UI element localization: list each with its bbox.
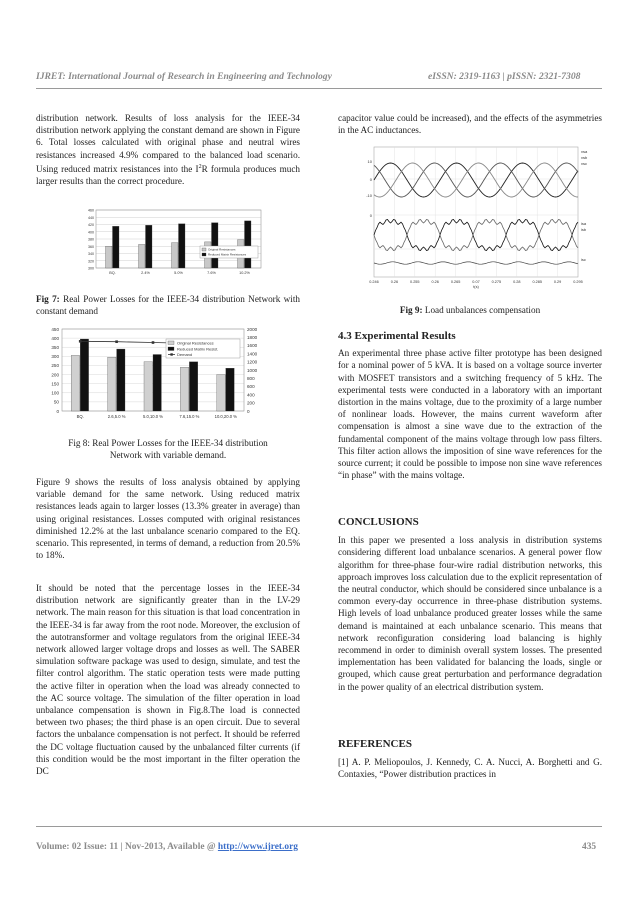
y-tick-label: 320 bbox=[88, 259, 94, 264]
footer-volume-text: Volume: 02 Issue: 11 | Nov-2013, Available @ bbox=[36, 842, 218, 852]
x-tick-label: 0.28 bbox=[513, 280, 521, 284]
x-tick-label: 0.275 bbox=[491, 280, 502, 284]
figure-8-chart bbox=[38, 325, 270, 425]
x-tick-label: 0.246 bbox=[369, 280, 379, 284]
fig8-caption: Fig 8: Real Power Losses for the IEEE-34 distribution Network with variable demand. bbox=[68, 438, 268, 461]
series-label: vsa bbox=[581, 149, 588, 154]
fig9-label: Fig 9: bbox=[399, 305, 423, 315]
x-tick-label: 5.0,10.0 % bbox=[142, 414, 164, 419]
y-tick-label: 350 bbox=[51, 345, 59, 351]
y2-tick-label: 400 bbox=[247, 392, 255, 398]
bar bbox=[117, 349, 125, 411]
y2-tick-label: 200 bbox=[247, 400, 255, 406]
y2-tick-label: 2000 bbox=[247, 326, 258, 332]
series-label: vsc bbox=[581, 161, 587, 166]
footer-volume bbox=[36, 842, 298, 852]
bar bbox=[153, 355, 161, 411]
y-tick-label: 250 bbox=[51, 363, 59, 369]
y-tick-label: 450 bbox=[51, 326, 59, 332]
bar bbox=[80, 339, 88, 411]
x-tick-label: 0.295 bbox=[573, 280, 583, 284]
x-axis-label: t(s) bbox=[473, 285, 479, 289]
fig7-caption bbox=[36, 293, 300, 317]
x-tick-label: 0.07 bbox=[472, 280, 480, 284]
y-tick-label: 0 bbox=[369, 213, 372, 218]
legend-label: Reduced Matrix Resist. bbox=[177, 346, 219, 352]
left-para-1-text: distribution network. Results of loss analysis for the IEEE-34 distribution network applying the constant demand are shown in Figure 6. Total losses calculated with original phase and neutral wires resistances increased 4.9% compared to the balanced load scenario. Using reduced matrix resistances into the I bbox=[36, 113, 300, 174]
x-tick-label: 0.255 bbox=[410, 280, 420, 284]
series-label: isa bbox=[581, 221, 587, 226]
demand-point bbox=[115, 340, 118, 343]
issn: eISSN: 2319-1163 | pISSN: 2321-7308 bbox=[428, 71, 581, 82]
legend-label: Demand bbox=[177, 352, 193, 357]
fig9-caption bbox=[338, 304, 602, 316]
figure-9-waveform bbox=[362, 145, 598, 295]
y-tick-label: 100 bbox=[51, 390, 59, 396]
y-tick-label: 50 bbox=[53, 399, 59, 405]
section-4-3-text: An experimental three phase active filter prototype has been designed for a nominal power of 5 kVA. It is based on a voltage source inverter with MOSFET transistors and a switching frequency of 5 kHz. The experimental tests were conducted in a laboratory with an important distortion in the mains voltage, due to the proximity of a large number of nonlinear loads. However, the mains current waveform after compensation is almost a sine wave due to the extraction of the fundamental component of the mains voltage through low pass filters. This filter action allows the imposition of sine wave references for the source current; it could be possible to impose non sine wave references “in phase” with the mains voltage. bbox=[338, 348, 602, 481]
bar bbox=[189, 362, 197, 411]
y-tick-label: 420 bbox=[88, 223, 94, 227]
y-tick-label: 300 bbox=[51, 354, 59, 360]
legend-swatch bbox=[202, 248, 206, 251]
y-tick-label: 400 bbox=[88, 230, 94, 235]
left-para-1 bbox=[36, 112, 300, 187]
x-tick-label: 0.285 bbox=[532, 280, 542, 284]
page-number: 435 bbox=[582, 842, 597, 852]
bar bbox=[144, 362, 152, 411]
bar bbox=[108, 357, 116, 411]
y-tick-label: 360 bbox=[88, 244, 94, 249]
y2-tick-label: 1400 bbox=[247, 351, 258, 357]
conclusions bbox=[338, 516, 602, 693]
footer-url-link[interactable]: http://www.ijret.org bbox=[217, 842, 298, 852]
legend-label: Original Resistances bbox=[177, 340, 214, 346]
x-tick-label: BQ. bbox=[76, 414, 84, 419]
y2-tick-label: 1600 bbox=[247, 343, 258, 349]
x-tick-label: 0.29 bbox=[553, 280, 562, 284]
x-tick-label: 0.26 bbox=[431, 280, 439, 284]
y2-tick-label: 800 bbox=[247, 376, 255, 381]
y-tick-label: 440 bbox=[88, 215, 94, 220]
fig7-text: Real Power Losses for the IEEE-34 distribution Network with constant demand bbox=[36, 294, 300, 317]
series-label: isb bbox=[581, 227, 587, 232]
legend-swatch bbox=[168, 341, 174, 345]
right-para-1: capacitor value could be increased), and the effects of the asymmetries in the AC inductances. bbox=[338, 113, 602, 136]
fig9-text: Load unbalances compensation bbox=[422, 305, 541, 315]
footer-rule bbox=[36, 826, 602, 827]
legend-swatch bbox=[202, 253, 206, 256]
y-tick-label: -10 bbox=[366, 193, 372, 198]
y2-tick-label: 0 bbox=[247, 408, 250, 414]
series-label: vsb bbox=[581, 155, 588, 160]
bar bbox=[180, 367, 188, 411]
demand-point bbox=[79, 340, 82, 343]
left-para-3: It should be noted that the percentage losses in the IEEE-34 distribution network are significantly greater than in the LV-29 network. The main reason for this situation is that load concentration in the IEEE-34 is far away from the root node. Moreover, the exclusion of the autotransformer and voltage regulators from the original IEEE-34 network allowed larger voltage drops and losses as well. The SABER simulation software package was used to design, simulate, and test the filter control algorithm. The static operation tests were made putting the active filter in operation when the load was already connected to the AC source voltage. The simulation of the filter operation in load unbalance compensation is shown in Fig.8.The load is connected between two phases; the third phase is an open circuit. Due to several factors the unbalance compensation is not perfect. It should be referred the DC voltage fluctuation caused by the unbalanced filter currents (if this condition would be the most important in the filter operation the DC bbox=[36, 583, 300, 777]
y-tick-label: 460 bbox=[88, 208, 94, 213]
x-tick-label: 2.4% bbox=[141, 271, 150, 275]
left-para-1-end: R formula produces much larger results than the correct procedure. bbox=[36, 163, 300, 187]
legend-swatch bbox=[168, 347, 174, 351]
x-tick-label: 10.2% bbox=[239, 271, 250, 275]
bar bbox=[139, 244, 146, 268]
bar bbox=[226, 368, 234, 411]
x-tick-label: 0.265 bbox=[450, 280, 461, 284]
x-tick-label: 10.0,20.0 % bbox=[214, 414, 237, 419]
y-tick-label: 340 bbox=[88, 252, 94, 256]
bar bbox=[217, 375, 225, 411]
legend-marker bbox=[170, 353, 172, 355]
y-tick-label: 200 bbox=[51, 372, 59, 378]
bar bbox=[146, 225, 153, 268]
left-para-2: Figure 9 shows the results of loss analysis obtained by applying variable demand for the same network. Using reduced matrix resistances leads again to larger losses (13.3% greater in average) than using original resistances. Losses computed with original resistances diminished 12.2% at the last unbalance scenario compared to the EQ. scenario. This represented, in terms of demand, a reduction from 20.5% to 18%. bbox=[36, 477, 300, 561]
y2-tick-label: 600 bbox=[247, 384, 255, 390]
references-title: REFERENCES bbox=[338, 738, 412, 750]
x-tick-label: 0.26 bbox=[390, 280, 399, 284]
y-tick-label: 300 bbox=[88, 266, 94, 271]
references bbox=[338, 738, 602, 781]
x-tick-label: BQ. bbox=[109, 271, 116, 275]
y-tick-label: 0 bbox=[369, 177, 372, 182]
conclusions-text: In this paper we presented a loss analysis in distribution systems considering different load unbalance scenarios. A general power flow algorithm for three-phase four-wire radial distribution networks, this approach improves loss calculation due to the explicit representation of the neutral conductor, which should be considered since unbalance is a common every-day occurrence in three-phase distribution systems. High levels of load unbalance produced greater losses while the same demand is maintained at each unbalance scenario. This means that network reconfiguration considering load balancing is highly recommend in order to diminish overall system losses. The presented implementation has been validated for balancing the loads, single or grouped, which cause great perturbation and performance degradation in the power quality of an electrical distribution system. bbox=[338, 535, 602, 692]
figure-7-chart bbox=[76, 206, 266, 278]
legend-label: Original Resistances bbox=[208, 247, 236, 252]
y-tick-label: 10 bbox=[367, 159, 372, 164]
x-tick-label: 5.0% bbox=[174, 271, 183, 275]
bar bbox=[212, 223, 219, 268]
demand-point bbox=[152, 341, 155, 344]
section-4-3 bbox=[338, 330, 602, 481]
bar bbox=[245, 221, 252, 268]
y-tick-label: 150 bbox=[51, 381, 59, 387]
y-tick-label: 0 bbox=[56, 408, 59, 414]
x-tick-label: 7.6,15.0 % bbox=[179, 414, 200, 419]
x-tick-label: 2.6,5.0 % bbox=[107, 414, 126, 419]
journal-title: IJRET: International Journal of Research in Engineering and Technology bbox=[36, 71, 332, 82]
y2-tick-label: 1000 bbox=[247, 367, 258, 373]
bar bbox=[71, 355, 79, 411]
reference-1: [1] A. P. Meliopoulos, J. Kennedy, C. A. Nucci, A. Borghetti and G. Contaxies, “Power distribution practices in bbox=[338, 757, 602, 780]
x-tick-label: 7.6% bbox=[207, 271, 216, 275]
legend-label: Reduced Matrix Resistances bbox=[208, 252, 247, 257]
section-4-3-title: 4.3 Experimental Results bbox=[338, 330, 456, 342]
conclusions-title: CONCLUSIONS bbox=[338, 516, 419, 528]
y-tick-label: 400 bbox=[51, 335, 59, 341]
series-label: isc bbox=[581, 257, 586, 262]
left-para-1-sup: 2 bbox=[198, 163, 202, 170]
y2-tick-label: 1200 bbox=[247, 359, 258, 365]
bar bbox=[106, 246, 113, 268]
y-tick-label: 380 bbox=[88, 237, 94, 242]
y2-tick-label: 1800 bbox=[247, 335, 258, 340]
bar bbox=[179, 224, 186, 268]
fig7-label: Fig 7: bbox=[36, 294, 60, 304]
bar bbox=[172, 243, 179, 268]
header-rule bbox=[36, 88, 602, 89]
bar bbox=[113, 226, 120, 268]
